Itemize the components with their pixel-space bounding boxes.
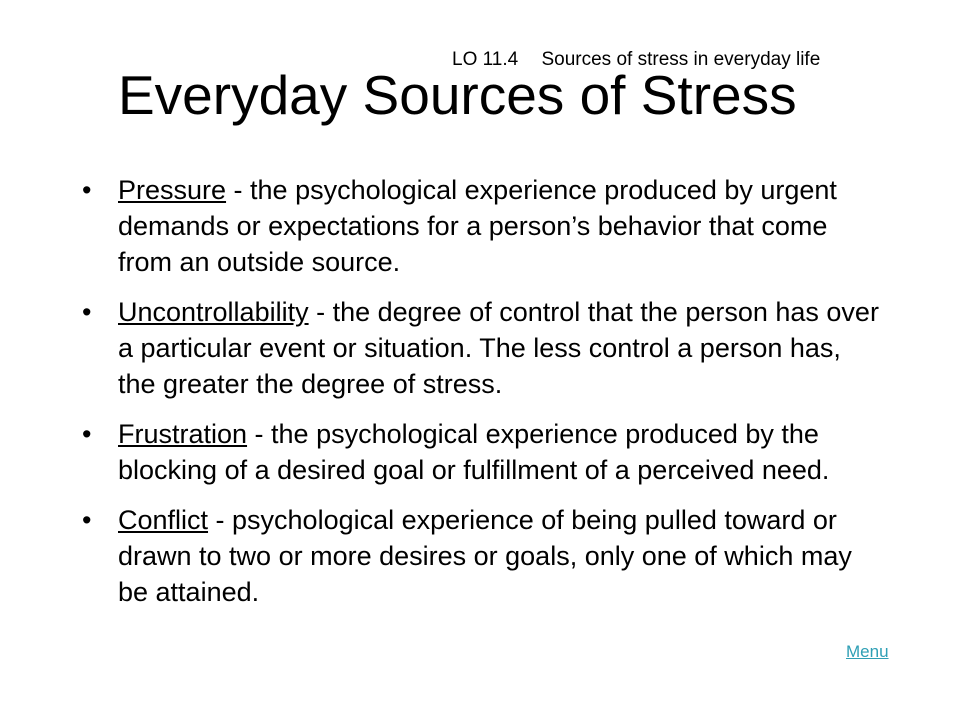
definition-pressure: - the psychological experience produced by urgent demands or expectations for a person’s behavior that come from an outside source. [118,175,837,277]
list-item-pressure [82,172,882,280]
slide-title: Everyday Sources of Stress [118,64,797,126]
definition-uncontrollability: - the degree of control that the person has over a particular event or situation. The less control a person has, the greater the degree of stress. [118,297,879,399]
definition-list [82,172,882,624]
list-item-frustration [82,416,882,488]
bullet-icon: • [82,297,92,327]
bullet-icon: • [82,419,92,449]
bullet-icon: • [82,175,92,205]
learning-objective-code: LO 11.4 [452,49,519,70]
term-conflict: Conflict [118,505,209,535]
definition-frustration: - the psychological experience produced by the blocking of a desired goal or fulfillment of a perceived need. [118,419,830,485]
term-uncontrollability: Uncontrollability [118,297,309,327]
definition-conflict: - psychological experience of being pulled toward or drawn to two or more desires or goals, only one of which may be attained. [118,505,852,607]
menu-link[interactable]: Menu [846,642,889,661]
learning-objective-topic: Sources of stress in everyday life [541,49,821,70]
list-item-uncontrollability [82,294,882,402]
term-pressure: Pressure [118,175,227,205]
list-item-conflict [82,502,882,610]
term-frustration: Frustration [118,419,248,449]
bullet-icon: • [82,505,92,535]
